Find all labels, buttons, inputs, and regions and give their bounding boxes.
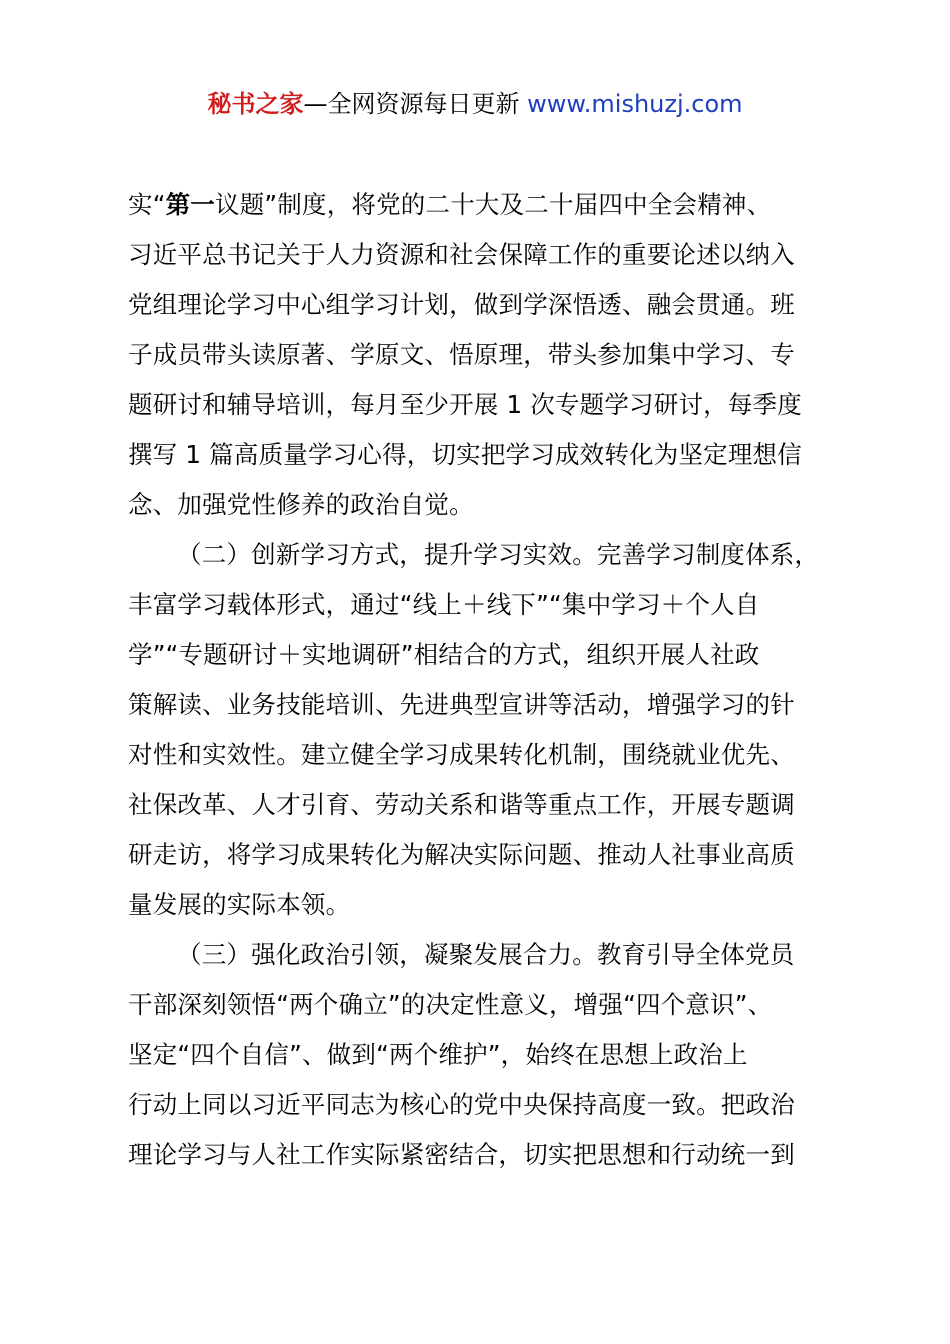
text-line: 习近平总书记关于人力资源和社会保障工作的重要论述以纳入 xyxy=(128,240,795,269)
text-line: 子成员带头读原著、学原文、悟原理，带头参加集中学习、专 xyxy=(128,340,795,369)
text-line: 学”“专题研讨＋实地调研”相结合的方式，组织开展人社政 xyxy=(128,640,760,669)
document-body xyxy=(128,180,848,1180)
text-line: 坚定“四个自信”、做到“两个维护”，始终在思想上政治上 xyxy=(128,1040,748,1069)
text-line: 研走访，将学习成果转化为解决实际问题、推动人社事业高质 xyxy=(128,840,795,869)
text-line: 党组理论学习中心组学习计划，做到学深悟透、融会贯通。班 xyxy=(128,290,795,319)
text-line: 行动上同以习近平同志为核心的党中央保持高度一致。把政治 xyxy=(128,1090,795,1119)
bold-text: 第一 xyxy=(165,190,215,219)
text-fragment: 实“ xyxy=(128,190,166,219)
text-line: 理论学习与人社工作实际紧密结合，切实把思想和行动统一到 xyxy=(128,1140,795,1169)
text-fragment: 议题”制度，将党的二十大及二十届四中全会精神、 xyxy=(215,190,772,219)
site-url-link[interactable]: www.mishuzj.com xyxy=(527,90,743,118)
text-line: 丰富学习载体形式，通过“线上＋线下”“集中学习＋个人自 xyxy=(128,590,760,619)
text-line: 社保改革、人才引育、劳动关系和谐等重点工作，开展专题调 xyxy=(128,790,795,819)
text-line: 量发展的实际本领。 xyxy=(128,890,351,919)
text-line: 策解读、业务技能培训、先进典型宣讲等活动，增强学习的针 xyxy=(128,690,795,719)
text-line: 干部深刻领悟“两个确立”的决定性意义，增强“四个意识”、 xyxy=(128,990,773,1019)
text-line: 对性和实效性。建立健全学习成果转化机制，围绕就业优先、 xyxy=(128,740,795,769)
text-line: 题研讨和辅导培训，每月至少开展 1 次专题学习研讨，每季度 xyxy=(128,390,802,419)
paragraph-start-line: （三）强化政治引领，凝聚发展合力。教育引导全体党员 xyxy=(177,940,795,969)
paragraph-start-line: （二）创新学习方式，提升学习实效。完善学习制度体系， xyxy=(177,540,820,569)
header-tagline: —全网资源每日更新 xyxy=(303,90,528,118)
header-banner xyxy=(0,86,950,122)
text-line: 念、加强党性修养的政治自觉。 xyxy=(128,490,474,519)
text-line xyxy=(128,180,848,230)
text-line: 撰写 1 篇高质量学习心得，切实把学习成效转化为坚定理想信 xyxy=(128,440,802,469)
brand-name: 秘书之家 xyxy=(207,90,304,118)
